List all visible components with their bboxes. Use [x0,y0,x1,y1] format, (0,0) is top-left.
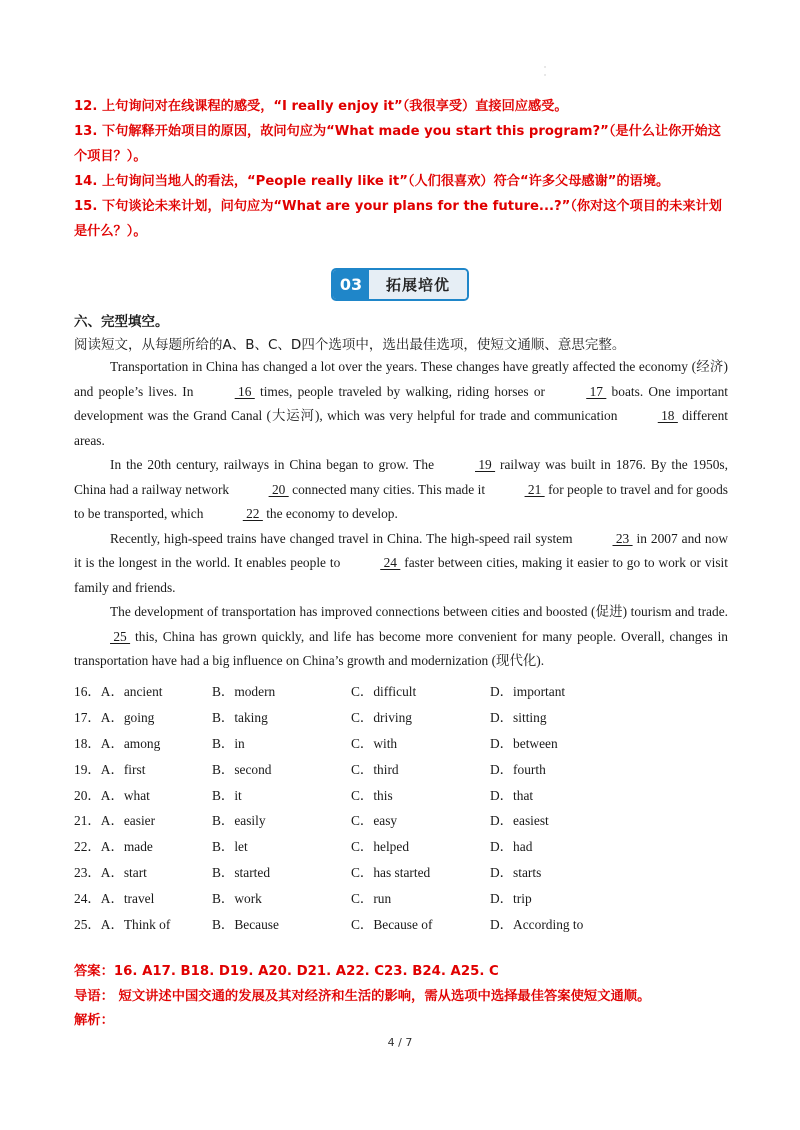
note-15: 15. 下句谈论未来计划，问句应为“What are your plans for the future...?”（你对这个项目的未来计划是什么？）。 [74,199,722,239]
option[interactable]: D．had [490,839,533,855]
option[interactable]: C．difficult [351,684,417,700]
option[interactable]: C．third [351,761,399,777]
blank-17[interactable]: 17 [586,383,607,399]
note-13: 13. 下句解释开始项目的原因，故问句应为“What made you start this program?”（是什么让你开始这个项目？）。 [74,124,721,164]
option[interactable]: D．easiest [490,813,549,829]
option[interactable]: C．run [351,890,392,906]
paragraph-1: Transportation in China has changed a lot over the years. These changes have greatly affected the economy (经济) and people’s lives. In 16 times, people traveled by walking, riding horses or 17 boats. One important development was the Grand Canal (大运河), which was very helpful for trade and communication 18 different areas. [74,359,728,448]
instruction: 阅读短文，从每题所给的A、B、C、D四个选项中，选出最佳选项，使短文通顺、意思完整。 [74,337,626,353]
option[interactable]: 24．A．travel [74,890,155,906]
answer-analysis: 解析： [74,1013,114,1028]
section-title: 六、完型填空。 [74,314,169,330]
blank-22[interactable]: 22 [242,506,263,521]
option[interactable]: B．let [212,839,248,855]
option[interactable]: D．starts [490,864,542,880]
option[interactable]: 16．A．ancient [74,684,163,700]
badge-title: 拓展培优 [369,270,467,299]
option-row-24 [74,884,734,910]
option[interactable]: B．in [212,735,245,751]
note-12: 12. 上句询问对在线课程的感受，“I really enjoy it”（我很享受）直接回应感受。 [74,99,568,114]
badge-number: 03 [333,270,369,299]
option[interactable]: D．important [490,684,566,700]
page-number: 4 / 7 [387,1036,413,1049]
answer-guide: 导语： 短文讲述中国交通的发展及其对经济和生活的影响，需从选项中选择最佳答案使短文通顺。 [74,988,651,1004]
options-list [74,678,734,936]
option-row-16 [74,678,734,704]
blank-18[interactable]: 18 [657,408,678,423]
blank-21[interactable]: 21 [524,481,545,497]
option-row-18 [74,730,734,756]
option-row-17 [74,704,734,730]
option[interactable]: C．easy [351,813,398,829]
option[interactable]: B．work [212,890,262,906]
option[interactable]: C．this [351,787,393,803]
option[interactable]: 18．A．among [74,735,161,751]
option-row-20 [74,781,734,807]
option[interactable]: 20．A．what [74,787,150,803]
option[interactable]: C．driving [351,710,413,726]
option[interactable]: 19．A．first [74,761,146,777]
option[interactable]: B．Because [212,916,279,932]
option-row-25 [74,910,734,936]
blank-23[interactable]: 23 [612,530,633,546]
paragraph-3: Recently, high-speed trains have changed travel in China. The high-speed rail system 23 in 2007 and now it is the longest in the world. It enables people to 24 faster between cities, making it easier to go to work or visit family and friends. [74,527,728,601]
option[interactable]: 25．A．Think of [74,916,171,932]
paragraph-2: In the 20th century, railways in China began to grow. The 19 railway was built in 1876. By the 1950s, China had a railway network 20 connected many cities. This made it 21 for people to travel and for goods to be transported, which 22 the economy to develop. [74,453,728,527]
option[interactable]: D．trip [490,890,532,906]
option[interactable]: D．between [490,735,558,751]
option[interactable]: B．modern [212,684,276,700]
option-row-19 [74,755,734,781]
option[interactable]: D．that [490,787,534,803]
section-badge [331,268,469,301]
option-row-21 [74,807,734,833]
answer-key: 答案：16. A17. B18. D19. A20. D21. A22. C23. B24. A25. C [74,964,499,979]
option[interactable]: D．fourth [490,761,546,777]
option[interactable]: C．has started [351,864,431,880]
option[interactable]: C．helped [351,839,410,855]
option[interactable]: D．sitting [490,710,547,726]
option[interactable]: D．According to [490,916,584,932]
note-14: 14. 上句询问当地人的看法，“People really like it”（人们很喜欢）符合“许多父母感谢”的语境。 [74,174,670,189]
option[interactable]: B．started [212,864,271,880]
option[interactable]: 21．A．easier [74,813,156,829]
option[interactable]: 23．A．start [74,864,147,880]
option-row-22 [74,833,734,859]
blank-25[interactable]: 25 [110,628,131,644]
option[interactable]: 17．A．going [74,710,155,726]
option[interactable]: B．easily [212,813,266,829]
blank-16[interactable]: 16 [234,383,255,399]
option[interactable]: B．taking [212,710,268,726]
option[interactable]: C．with [351,735,398,751]
paragraph-4: The development of transportation has improved connections between cities and boosted (促进) tourism and trade. 25 this, China has grown quickly, and life has become more convenient for many people. Overall, changes in transportation have had a big influence on China’s growth and modernization (现代化). [74,604,728,668]
blank-20[interactable]: 20 [268,481,289,497]
option[interactable]: C．Because of [351,916,433,932]
blank-19[interactable]: 19 [475,457,496,472]
answer-block [74,960,734,1034]
option[interactable]: B．it [212,787,242,803]
option-row-23 [74,859,734,885]
blank-24[interactable]: 24 [380,555,401,570]
option[interactable]: B．second [212,761,272,777]
cloze-passage [74,355,728,674]
scan-dots: · · [543,63,547,80]
answer-notes [74,94,734,244]
option[interactable]: 22．A．made [74,839,153,855]
